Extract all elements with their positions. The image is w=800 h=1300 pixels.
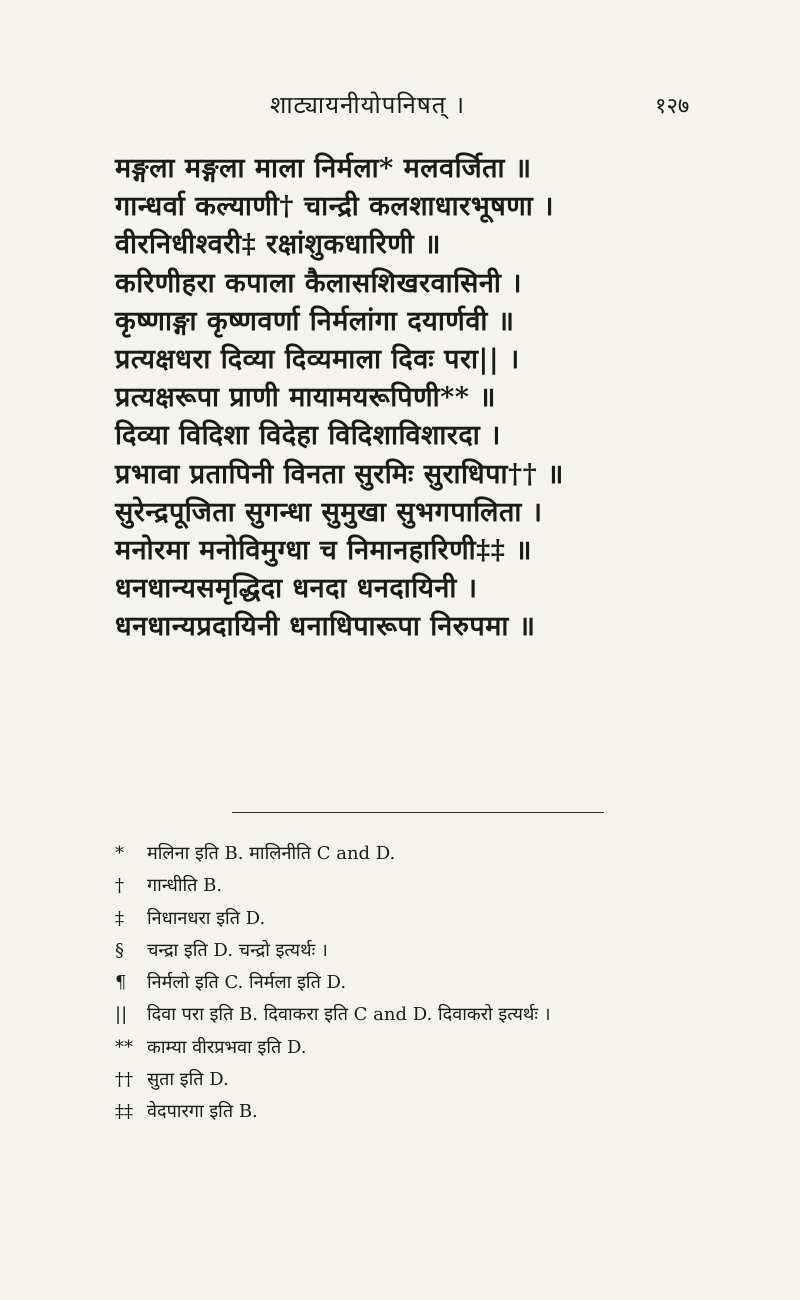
footnote xyxy=(115,870,775,902)
footnote-marker: * xyxy=(115,843,124,864)
footnote-text: काम्या वीरप्रभवा इति D. xyxy=(147,1036,307,1058)
footnote xyxy=(115,1096,775,1128)
footnote xyxy=(115,935,775,967)
verse-line: धनधान्यसमृद्धिदा धनदा धनदायिनी । xyxy=(115,573,478,605)
footnote-marker: ‡ xyxy=(115,907,124,929)
verse-line: वीरनिधीश्वरी‡ रक्षांशुकधारिणी ॥ xyxy=(115,229,441,261)
running-title: शाट्यायनीयोपनिषत् । xyxy=(270,91,466,119)
verse-line: प्रत्यक्षधरा दिव्या दिव्यमाला दिवः परा|| । xyxy=(115,343,520,375)
verse-block xyxy=(115,150,715,646)
footnote-separator xyxy=(232,812,604,813)
verse-line: मनोरमा मनोविमुग्धा च निमानहारिणी‡‡ ॥ xyxy=(115,534,532,566)
verse-line: सुरेन्द्रपूजिता सुगन्धा सुमुखा सुभगपालिता । xyxy=(115,496,543,528)
running-head xyxy=(0,88,800,128)
footnote-marker: § xyxy=(115,939,124,961)
verse-line: करिणीहरा कपाला कैलासशिखरवासिनी । xyxy=(115,267,522,299)
verse-line: कृष्णाङ्गा कृष्णवर्णा निर्मलांगा दयार्णवी ॥ xyxy=(115,305,515,337)
footnote-marker: ** xyxy=(115,1036,133,1058)
verse-line: प्रत्यक्षरूपा प्राणी मायामयरूपिणी** ॥ xyxy=(115,382,496,414)
footnote-text: सुता इति D. xyxy=(147,1069,229,1091)
footnote-marker: † xyxy=(115,875,124,897)
footnote-marker: ¶ xyxy=(115,972,127,994)
footnote xyxy=(115,1032,775,1064)
footnote-marker: || xyxy=(115,1004,128,1026)
footnote xyxy=(115,838,775,870)
footnote-text: निर्मलो इति C. निर्मला इति D. xyxy=(147,972,347,994)
verse-line: गान्धर्वा कल्याणी† चान्द्री कलशाधारभूषणा । xyxy=(115,191,554,223)
footnotes xyxy=(115,838,775,1129)
verse-line: धनधान्यप्रदायिनी धनाधिपारूपा निरुपमा ॥ xyxy=(115,611,536,643)
verse-line: मङ्गला मङ्गला माला निर्मला* मलवर्जिता ॥ xyxy=(115,153,532,184)
footnote-text: निधानधरा इति D. xyxy=(147,907,266,929)
footnote xyxy=(115,1064,775,1096)
footnote-text: मलिना इति B. मालिनीति C and D. xyxy=(147,843,396,864)
footnote xyxy=(115,999,775,1031)
page-number: १२७ xyxy=(655,94,690,119)
footnote-marker: †† xyxy=(115,1069,133,1091)
footnote-marker: ‡‡ xyxy=(115,1101,133,1123)
verse-line: प्रभावा प्रतापिनी विनता सुरमिः सुराधिपा†† ॥ xyxy=(115,458,564,490)
footnote-text: चन्द्रा इति D. चन्द्रो इत्यर्थः । xyxy=(147,939,328,961)
footnote-text: गान्धीति B. xyxy=(147,875,223,897)
footnote-text: दिवा परा इति B. दिवाकरा इति C and D. दिवाकरो इत्यर्थः । xyxy=(147,1004,551,1026)
verse-line: दिव्या विदिशा विदेहा विदिशाविशारदा । xyxy=(115,420,501,452)
footnote xyxy=(115,903,775,935)
footnote xyxy=(115,967,775,999)
footnote-text: वेदपारगा इति B. xyxy=(147,1101,258,1123)
